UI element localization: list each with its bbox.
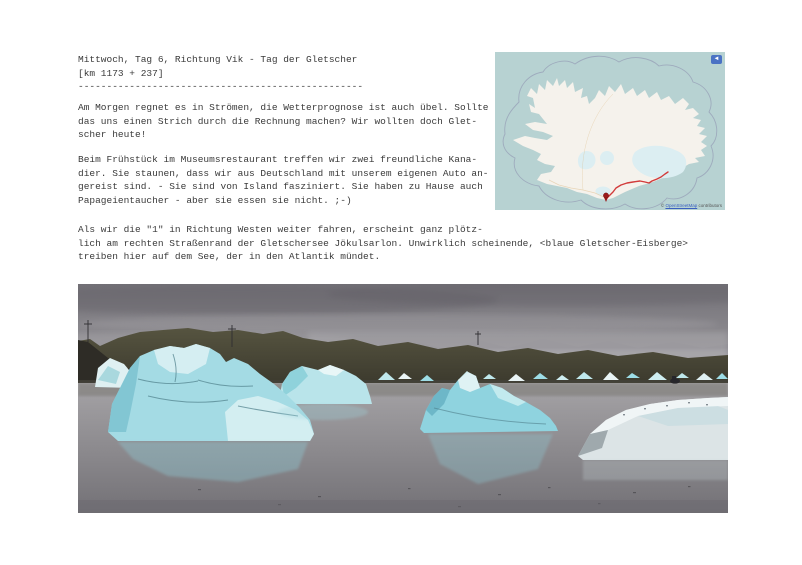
lagoon-photo-image xyxy=(78,284,728,513)
paragraph-line: Als wir die "1" in Richtung Westen weiter fahren, erscheint ganz plötz- xyxy=(78,224,483,235)
journal-paragraph-2 xyxy=(78,153,488,207)
journal-paragraph-3 xyxy=(78,223,688,264)
attribution-suffix: contributors xyxy=(698,203,722,208)
paragraph-line: scher heute! xyxy=(78,129,147,140)
osm-link[interactable]: OpenStreetMap xyxy=(665,203,698,208)
copyright-symbol: © xyxy=(660,203,665,208)
iceland-route-map xyxy=(495,52,725,210)
glacier-lagoon-photo xyxy=(78,284,728,513)
paragraph-line: dier. Sie staunen, dass wir aus Deutschland mit unserem eigenen Auto an- xyxy=(78,167,489,179)
journal-heading xyxy=(78,53,363,94)
heading-km: [km 1173 + 237] xyxy=(78,67,164,79)
heading-divider: -------------------------------------------------- xyxy=(78,81,364,92)
paragraph-line: Beim Frühstück im Museumsrestaurant treffen wir zwei freundliche Kana- xyxy=(78,154,478,165)
map-attribution xyxy=(661,203,722,208)
paragraph-line: gereist sind. - Sie sind von Island fasziniert. Sie haben zu Hause auch xyxy=(78,181,483,192)
heading-title: Mittwoch, Tag 6, Richtung Vik - Tag der Gletscher xyxy=(78,54,358,65)
collapse-arrow-icon: ◄ xyxy=(713,56,720,62)
paragraph-line: das uns einen Strich durch die Rechnung machen? Wir wollten doch Glet- xyxy=(78,115,478,127)
paragraph-line: Papageientaucher - aber sie essen sie nicht. ;-) xyxy=(78,194,352,206)
map-collapse-button[interactable] xyxy=(711,55,722,64)
iceland-map-image xyxy=(495,52,725,210)
journal-paragraph-1 xyxy=(78,101,488,142)
foreground-vignette xyxy=(78,500,728,513)
paragraph-line: treiben hier auf dem See, der in den Atlantik mündet. xyxy=(78,251,381,262)
paragraph-line: lich am rechten Straßenrand der Gletschersee Jökulsarlon. Unwirklich scheinende, <blaue Gletscher-Eisberge> xyxy=(78,237,688,249)
paragraph-line: Am Morgen regnet es in Strömen, die Wetterprognose ist auch übel. Sollte xyxy=(78,102,489,113)
